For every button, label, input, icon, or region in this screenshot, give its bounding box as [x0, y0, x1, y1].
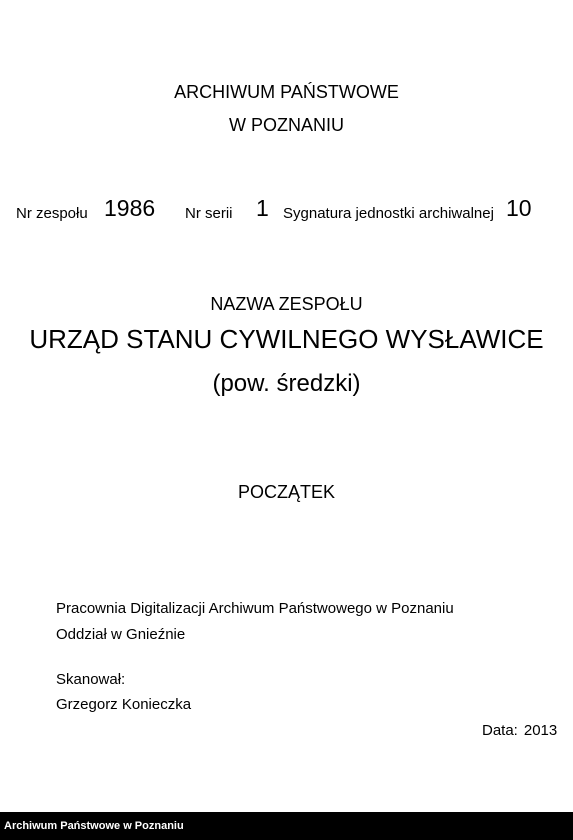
- footer-bar: [0, 812, 573, 840]
- digitization-studio: Pracownia Digitalizacji Archiwum Państwowego w Poznaniu: [56, 600, 454, 617]
- archive-name-line2: W POZNANIU: [229, 115, 344, 135]
- signature-label: Sygnatura jednostki archiwalnej: [283, 205, 494, 222]
- start-marker: POCZĄTEK: [237, 482, 335, 502]
- footer-text: Archiwum Państwowe w Poznaniu: [4, 820, 184, 832]
- fond-name-title: URZĄD STANU CYWILNEGO WYSŁAWICE: [29, 324, 544, 354]
- fond-number-label: Nr zespołu: [16, 205, 88, 222]
- series-number-value: 1: [256, 195, 269, 221]
- scanned-by-name: Grzegorz Konieczka: [56, 696, 192, 713]
- branch-office: Oddział w Gnieźnie: [56, 626, 186, 643]
- date-line: [482, 722, 557, 739]
- series-number-label: Nr serii: [185, 205, 233, 222]
- fond-district: (pow. średzki): [212, 370, 361, 397]
- fond-number-value: 1986: [104, 195, 156, 221]
- fond-name-label: NAZWA ZESPOŁU: [210, 294, 363, 314]
- date-label: Data:: [482, 722, 518, 739]
- signature-value: 10: [506, 195, 532, 221]
- date-value: 2013: [523, 722, 558, 739]
- identifiers-row: [16, 194, 573, 222]
- archive-name-line1: ARCHIWUM PAŃSTWOWE: [174, 82, 399, 102]
- scanned-by-label: Skanował:: [56, 671, 126, 688]
